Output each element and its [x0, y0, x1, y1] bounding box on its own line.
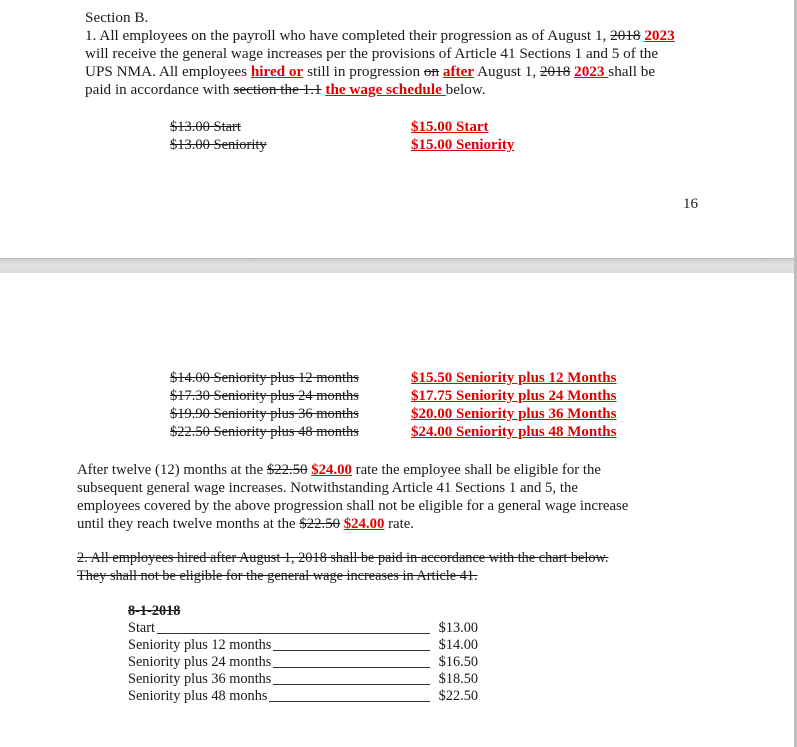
new-seniority-rate: $15.00 Seniority	[411, 137, 515, 153]
chart-row-amount: $13.00	[438, 620, 478, 636]
new-rate-24-months: $17.75 Seniority plus 24 Months	[411, 388, 617, 404]
inserted-year: 2023	[644, 27, 675, 44]
inserted-hired-or: hired or	[250, 63, 304, 80]
old-rate-36-months: $19.90 Seniority plus 36 months	[170, 406, 359, 422]
chart-row-amount: $16.50	[438, 654, 478, 670]
chart-row-label: Seniority plus 12 months	[128, 637, 272, 653]
deleted-year: 2018	[539, 63, 571, 80]
old-rate-48-months: $22.50 Seniority plus 48 months	[170, 424, 359, 440]
deleted-year: 2018	[610, 27, 641, 44]
paragraph-1-line-2: will receive the general wage increases per the provisions of Article 41 Sections 1 and 5 of the	[85, 45, 659, 62]
paragraph-1-line-1: 1. All employees on the payroll who have completed their progression as of August 1, 2018 2023	[85, 27, 675, 44]
chart-heading: 8-1-2018	[128, 603, 181, 619]
chart-row	[128, 637, 478, 654]
paragraph-1-line-4: paid in accordance with section the 1.1 the wage schedule below.	[85, 81, 486, 98]
paragraph-2-line-2: subsequent general wage increases. Notwithstanding Article 41 Sections 1 and 5, the	[77, 480, 578, 496]
deleted-on: on	[423, 63, 440, 80]
section-heading: Section B.	[85, 9, 149, 26]
old-seniority-rate: $13.00 Seniority	[170, 137, 267, 153]
chart-row	[128, 620, 478, 637]
document-page-16	[0, 0, 797, 258]
paragraph-3-line-2: They shall not be eligible for the general wage increases in Article 41.	[77, 568, 478, 584]
chart-row-label: Seniority plus 24 months	[128, 654, 272, 670]
inserted-after: after	[442, 63, 475, 80]
old-rate-24-months: $17.30 Seniority plus 24 months	[170, 388, 359, 404]
deleted-rate: $22.50	[266, 462, 308, 478]
wage-chart	[128, 620, 478, 705]
deleted-section-ref: section the 1.1	[233, 81, 322, 98]
deleted-rate: $22.50	[299, 516, 341, 532]
document-page-17	[0, 273, 797, 747]
chart-row	[128, 688, 478, 705]
chart-row-amount: $14.00	[438, 637, 478, 653]
paragraph-3-line-1: 2. All employees hired after August 1, 2018 shall be paid in accordance with the chart below.	[77, 550, 609, 566]
chart-row-label: Start	[128, 620, 156, 636]
new-start-rate: $15.00 Start	[411, 119, 489, 135]
chart-row-amount: $22.50	[438, 688, 478, 704]
chart-row	[128, 654, 478, 671]
inserted-rate: $24.00	[311, 462, 352, 478]
paragraph-2-line-1: After twelve (12) months at the $22.50 $24.00 rate the employee shall be eligible for the	[77, 462, 601, 478]
old-rate-12-months: $14.00 Seniority plus 12 months	[170, 370, 359, 386]
page-number: 16	[683, 196, 698, 212]
chart-row-label: Seniority plus 36 months	[128, 671, 272, 687]
inserted-wage-schedule: the wage schedule	[325, 81, 446, 98]
chart-row	[128, 671, 478, 688]
inserted-rate: $24.00	[343, 516, 385, 532]
old-start-rate: $13.00 Start	[170, 119, 241, 135]
chart-row-label: Seniority plus 48 monhs	[128, 688, 268, 704]
paragraph-2-line-3: employees covered by the above progression shall not be eligible for a general wage increase	[77, 498, 629, 514]
paragraph-2-line-4: until they reach twelve months at the $22.50 $24.00 rate.	[77, 516, 414, 532]
new-rate-12-months: $15.50 Seniority plus 12 Months	[411, 370, 617, 386]
chart-row-amount: $18.50	[438, 671, 478, 687]
new-rate-48-months: $24.00 Seniority plus 48 Months	[411, 424, 617, 440]
page-separator	[0, 258, 797, 274]
inserted-year: 2023	[574, 63, 609, 80]
new-rate-36-months: $20.00 Seniority plus 36 Months	[411, 406, 617, 422]
paragraph-1-line-3: UPS NMA. All employees hired or still in progression on after August 1, 2018 2023 shall be	[85, 63, 656, 80]
